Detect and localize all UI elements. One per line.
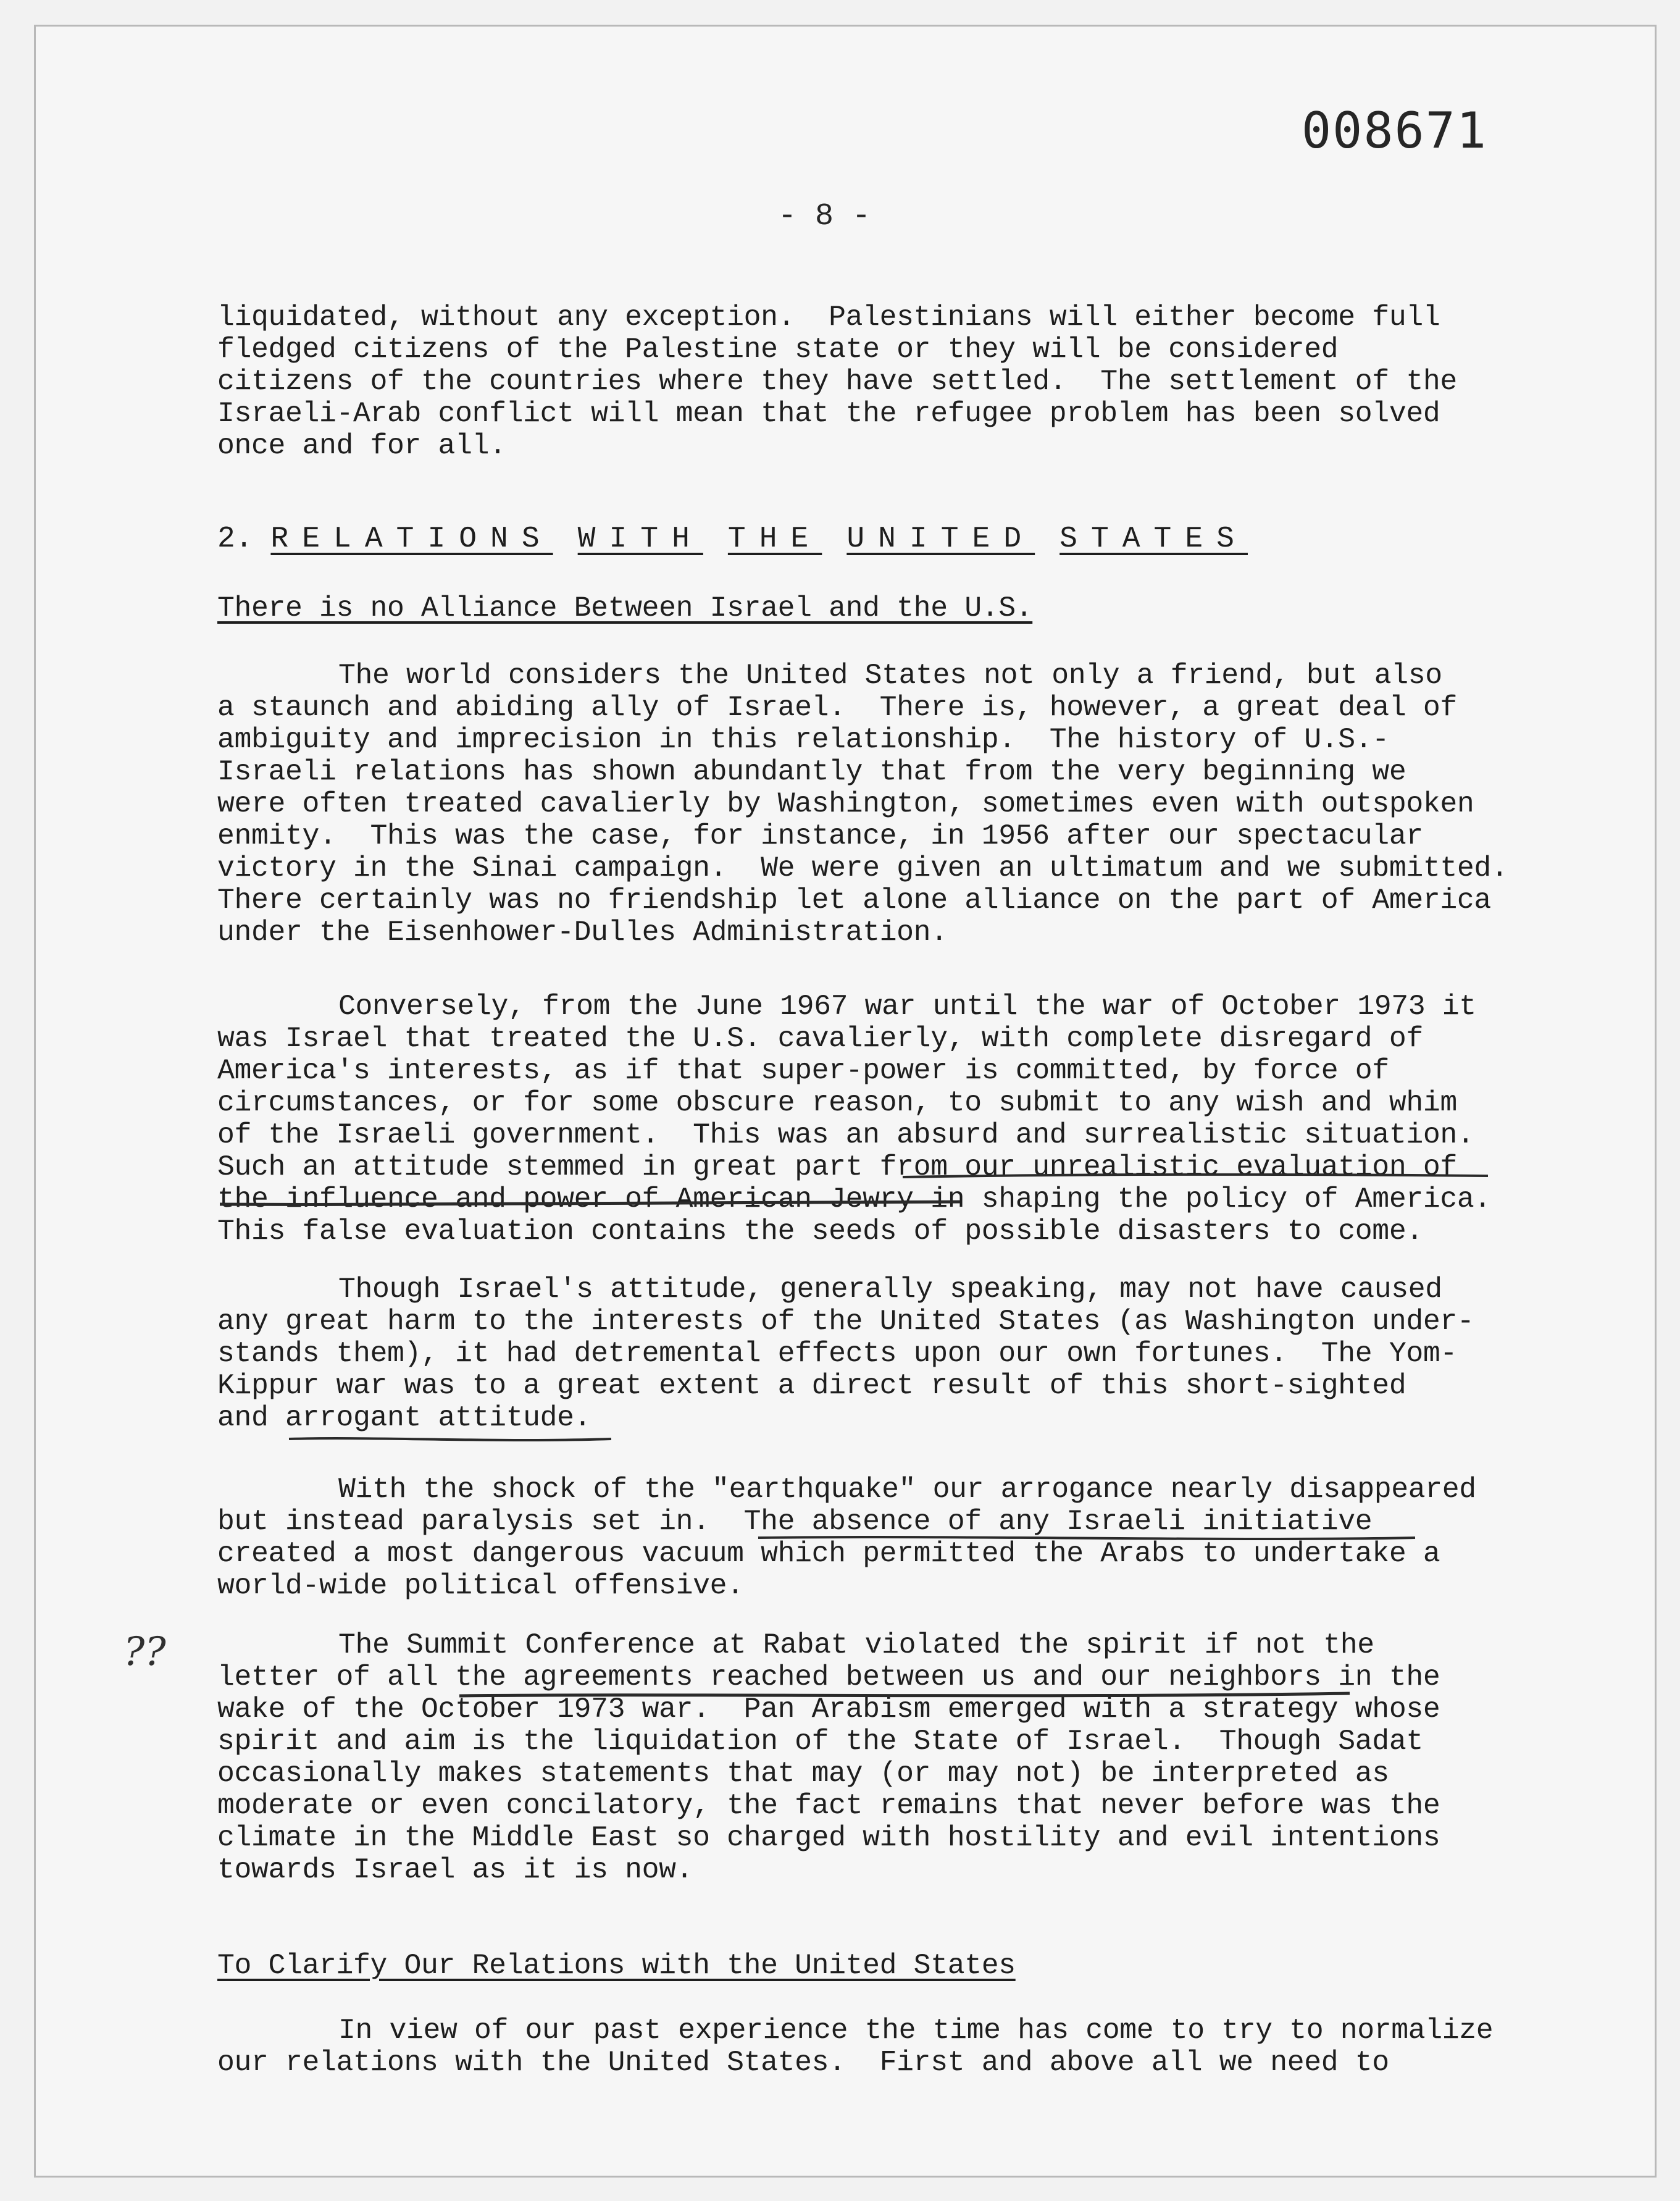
text-line: In view of our past experience the time has come to try to normalize	[338, 2014, 1494, 2047]
text-line: spirit and aim is the liquidation of the State of Israel. Though Sadat	[217, 1725, 1423, 1758]
text-line: enmity. This was the case, for instance, in 1956 after our spectacular	[217, 820, 1423, 852]
text-line: Though Israel's attitude, generally speaking, may not have caused	[338, 1273, 1442, 1306]
text-line: towards Israel as it is now.	[217, 1853, 693, 1886]
text-line: victory in the Sinai campaign. We were given an ultimatum and we submitted.	[217, 852, 1508, 884]
intro-paragraph	[217, 301, 1539, 462]
page-number: - 8 -	[778, 199, 871, 234]
text-line: was Israel that treated the U.S. cavalierly, with complete disregard of	[217, 1022, 1423, 1055]
paragraph-6	[217, 2014, 1539, 2079]
handwritten-margin-note: ??	[123, 1629, 166, 1675]
section-word: UNITED	[846, 522, 1035, 556]
text-line: liquidated, without any exception. Palestinians will either become full	[217, 301, 1440, 333]
text-line: The world considers the United States not only a friend, but also	[338, 659, 1442, 692]
text-line: and arrogant attitude.	[217, 1401, 591, 1434]
section-word: RELATIONS	[270, 522, 553, 556]
text-line: climate in the Middle East so charged with hostility and evil intentions	[217, 1821, 1440, 1854]
text-line: This false evaluation contains the seeds of possible disasters to come.	[217, 1215, 1423, 1247]
text-line: of the Israeli government. This was an absurd and surrealistic situation.	[217, 1118, 1474, 1151]
subheading-no-alliance: There is no Alliance Between Israel and the U.S.	[217, 592, 1033, 624]
paragraph-5	[217, 1629, 1539, 1886]
paragraph-2	[217, 991, 1539, 1247]
text-line: moderate or even concilatory, the fact remains that never before was the	[217, 1789, 1440, 1822]
text-line: our relations with the United States. First and above all we need to	[217, 2046, 1389, 2079]
text-line: any great harm to the interests of the United States (as Washington under-	[217, 1305, 1474, 1338]
text-line: citizens of the countries where they have settled. The settlement of the	[217, 365, 1457, 398]
text-line: letter of all the agreements reached between us and our neighbors in the	[217, 1661, 1440, 1693]
text-line: but instead paralysis set in. The absence of any Israeli initiative	[217, 1505, 1373, 1538]
document-number: 008671	[1302, 102, 1487, 159]
text-line: wake of the October 1973 war. Pan Arabism emerged with a strategy whose	[217, 1693, 1440, 1725]
text-line: created a most dangerous vacuum which permitted the Arabs to undertake a	[217, 1537, 1440, 1570]
text-line: stands them), it had detremental effects upon our own fortunes. The Yom-	[217, 1337, 1457, 1370]
paragraph-1	[217, 660, 1539, 949]
text-line: circumstances, or for some obscure reason, to submit to any wish and whim	[217, 1086, 1457, 1119]
text-line: Israeli relations has shown abundantly that from the very beginning we	[217, 755, 1406, 788]
text-line: a staunch and abiding ally of Israel. There is, however, a great deal of	[217, 691, 1457, 724]
paragraph-4	[217, 1474, 1539, 1602]
section-heading	[217, 522, 1248, 556]
section-word: STATES	[1059, 522, 1248, 556]
section-number: 2.	[217, 522, 253, 556]
subheading-clarify-relations: To Clarify Our Relations with the United States	[217, 1949, 1016, 1982]
text-line: There certainly was no friendship let alone alliance on the part of America	[217, 884, 1491, 916]
text-line: once and for all.	[217, 429, 506, 462]
text-line: world-wide political offensive.	[217, 1569, 744, 1602]
text-line: Such an attitude stemmed in great part from our unrealistic evaluation of	[217, 1151, 1457, 1183]
text-line: Conversely, from the June 1967 war until the war of October 1973 it	[338, 990, 1476, 1023]
text-line: fledged citizens of the Palestine state or they will be considered	[217, 333, 1339, 366]
text-line: the influence and power of American Jewry in shaping the policy of America.	[217, 1183, 1491, 1215]
text-line: ambiguity and imprecision in this relationship. The history of U.S.-	[217, 723, 1389, 756]
paragraph-3	[217, 1273, 1539, 1434]
text-line: Israeli-Arab conflict will mean that the refugee problem has been solved	[217, 397, 1440, 430]
text-line: With the shock of the "earthquake" our arrogance nearly disappeared	[338, 1473, 1476, 1506]
text-line: America's interests, as if that super-power is committed, by force of	[217, 1054, 1389, 1087]
section-word: WITH	[577, 522, 703, 556]
text-line: occasionally makes statements that may (or may not) be interpreted as	[217, 1757, 1389, 1790]
text-line: Kippur war was to a great extent a direct result of this short-sighted	[217, 1369, 1406, 1402]
text-line: The Summit Conference at Rabat violated the spirit if not the	[338, 1629, 1374, 1661]
text-line: under the Eisenhower-Dulles Administration.	[217, 916, 948, 949]
section-word: THE	[727, 522, 822, 556]
text-line: were often treated cavalierly by Washington, sometimes even with outspoken	[217, 787, 1474, 820]
